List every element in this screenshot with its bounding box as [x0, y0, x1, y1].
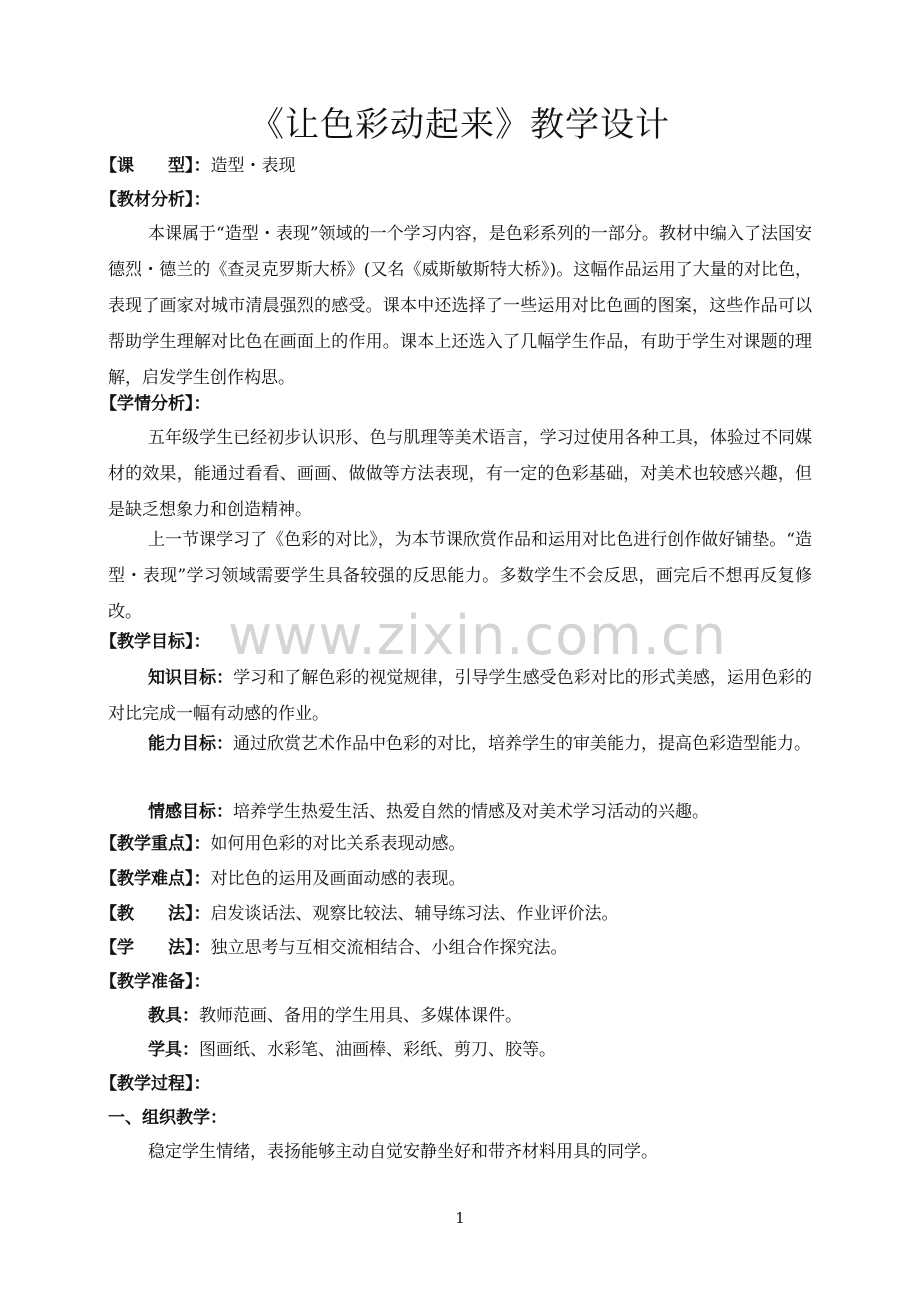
difficulty-line — [100, 867, 466, 891]
ability-goal-text: 通过欣赏艺术作品中色彩的对比，培养学生的审美能力，提高色彩造型能力。 — [233, 734, 811, 754]
ability-goal — [108, 726, 812, 762]
process-heading: 【教学过程】： — [100, 1074, 211, 1094]
students-paragraph-2: 上一节课学习了《色彩的对比》，为本节课欣赏作品和运用对比色进行创作做好铺垫。“造型・表现”学习领域需要学生具备较强的反思能力。多数学生不会反思，画完后不想再反复修改。 — [108, 530, 812, 622]
key-point-value: 如何用色彩的对比关系表现动感。 — [210, 834, 466, 854]
learn-method-value: 独立思考与互相交流相结合、小组合作探究法。 — [210, 938, 568, 958]
key-point-line — [100, 832, 466, 856]
teach-method-line — [100, 902, 619, 926]
material-paragraph: 本课属于“造型・表现”领域的一个学习内容，是色彩系列的一部分。教材中编入了法国安德烈・德兰的《查灵克罗斯大桥》(又名《威斯敏斯特大桥》)。这幅作品运用了大量的对比色，表现了画家对城市清晨强烈的感受。课本中还选择了一些运用对比色画的图案，这些作品可以帮助学生理解对比色在画面上的作用。课本上还选入了几幅学生作品，有助于学生对课题的理解，启发学生创作构思。 — [108, 224, 812, 388]
ability-goal-label: 能力目标： — [148, 734, 233, 754]
difficulty-label: 【教学难点】： — [100, 869, 211, 889]
student-tools-label: 学具： — [148, 1040, 199, 1060]
student-tools-text: 图画纸、水彩笔、油画棒、彩纸、剪刀、胶等。 — [199, 1040, 556, 1060]
step1-title: 一、组织教学： — [108, 1108, 227, 1128]
teacher-tools-line — [148, 1004, 522, 1028]
student-tools-line — [148, 1038, 556, 1062]
watermark: www.zixin.com.cn — [228, 604, 727, 667]
key-point-label: 【教学重点】： — [100, 834, 211, 854]
teach-method-label: 【教 法】： — [100, 904, 211, 924]
learn-method-line — [100, 936, 568, 960]
teach-method-value: 启发谈话法、观察比较法、辅导练习法、作业评价法。 — [210, 904, 619, 924]
lesson-type-label: 【课 型】： — [100, 156, 211, 176]
teacher-tools-text: 教师范画、备用的学生用具、多媒体课件。 — [199, 1006, 522, 1026]
prep-heading: 【教学准备】： — [100, 972, 211, 992]
students-heading: 【学情分析】： — [100, 394, 211, 414]
page-number: 1 — [455, 1209, 465, 1227]
emotion-goal-label: 情感目标： — [148, 802, 233, 822]
lesson-type-value: 造型・表现 — [210, 156, 296, 176]
lesson-type-line — [100, 154, 296, 178]
knowledge-goal — [108, 660, 812, 732]
learn-method-label: 【学 法】： — [100, 938, 211, 958]
knowledge-goal-text: 学习和了解色彩的视觉规律，引导学生感受色彩对比的形式美感，运用色彩的对比完成一幅有动感的作业。 — [108, 668, 813, 724]
goals-heading: 【教学目标】： — [100, 632, 211, 652]
emotion-goal-text: 培养学生热爱生活、热爱自然的情感及对美术学习活动的兴趣。 — [233, 802, 709, 822]
step1-text: 稳定学生情绪，表扬能够主动自觉安静坐好和带齐材料用具的同学。 — [148, 1142, 658, 1162]
material-heading: 【教材分析】： — [100, 190, 211, 210]
teacher-tools-label: 教具： — [148, 1006, 199, 1026]
students-paragraph-1: 五年级学生已经初步认识形、色与肌理等美术语言，学习过使用各种工具，体验过不同媒材的效果，能通过看看、画画、做做等方法表现，有一定的色彩基础，对美术也较感兴趣，但是缺乏想象力和创造精神。 — [108, 428, 812, 520]
document-title: 《让色彩动起来》教学设计 — [250, 105, 670, 145]
emotion-goal — [108, 794, 812, 830]
difficulty-value: 对比色的运用及画面动感的表现。 — [210, 869, 466, 889]
knowledge-goal-label: 知识目标： — [148, 668, 234, 688]
